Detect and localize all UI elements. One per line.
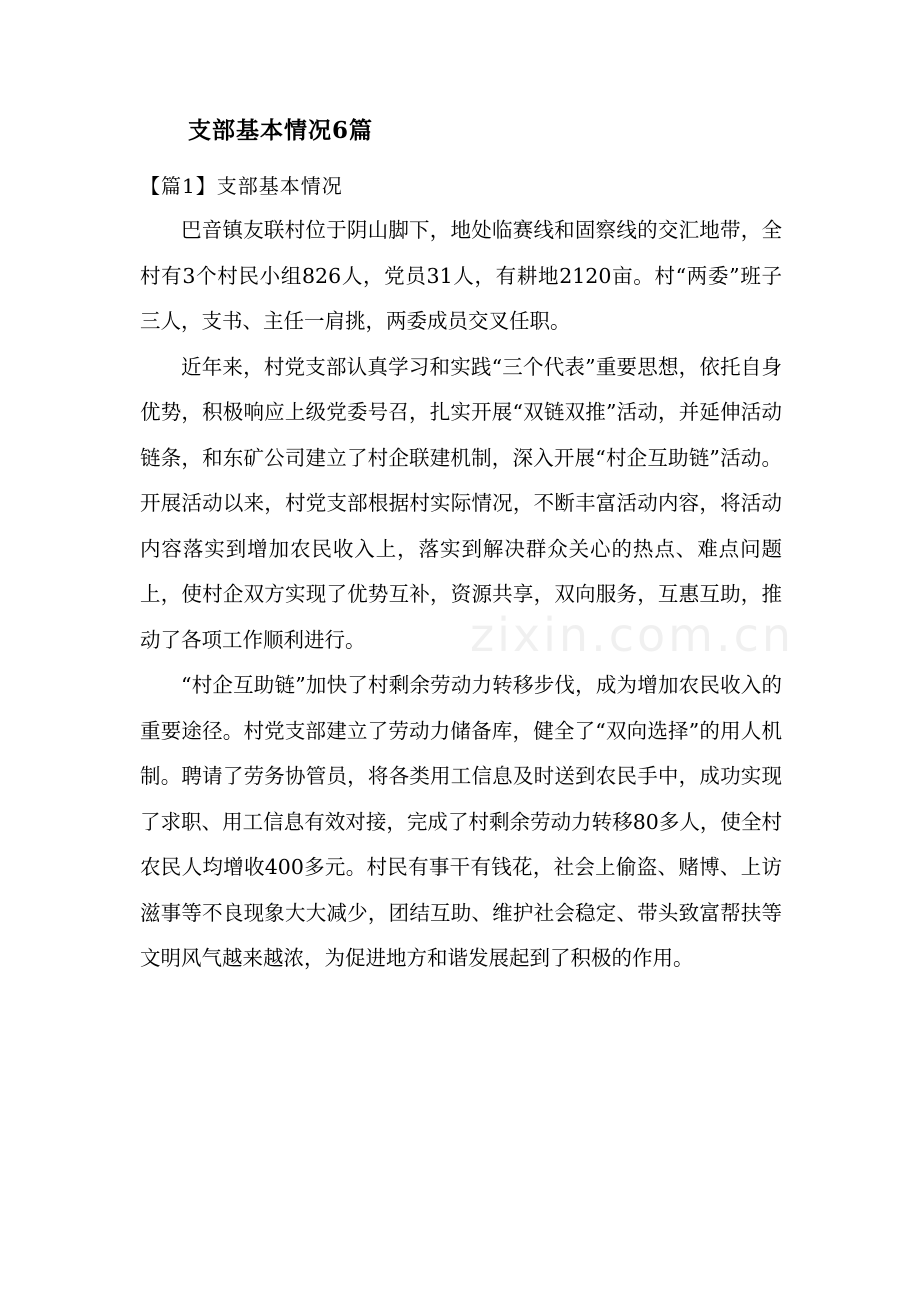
paragraph-3: “村企互助链”加快了村剩余劳动力转移步伐，成为增加农民收入的重要途径。村党支部建立了劳动力储备库，健全了“双向选择”的用人机制。聘请了劳务协管员，将各类用工信息及时送到农民手中，成功实现了求职、用工信息有效对接，完成了村剩余劳动力转移80多人，使全村农民人均增收400多元。村民有事干有钱花，社会上偷盗、赌博、上访滋事等不良现象大大减少，团结互助、维护社会稳定、带头致富帮扶等文明风气越来越浓，为促进地方和谐发展起到了积极的作用。 <box>140 673 782 970</box>
document-body <box>140 208 782 982</box>
paragraph-2: 近年来，村党支部认真学习和实践“三个代表”重要思想，依托自身优势，积极响应上级党委号召，扎实开展“双链双推”活动，并延伸活动链条，和东矿公司建立了村企联建机制，深入开展“村企互助链”活动。开展活动以来，村党支部根据村实际情况，不断丰富活动内容，将活动内容落实到增加农民收入上，落实到解决群众关心的热点、难点问题上，使村企双方实现了优势互补，资源共享，双向服务，互惠互助，推动了各项工作顺利进行。 <box>140 354 782 652</box>
section-heading: 【篇1】支部基本情况 <box>140 174 343 198</box>
watermark: zixin.com.cn <box>470 608 795 662</box>
paragraph-1: 巴音镇友联村位于阴山脚下，地处临赛线和固察线的交汇地带，全村有3个村民小组826人，党员31人，有耕地2120亩。村“两委”班子三人，支书、主任一肩挑，两委成员交叉任职。 <box>140 218 782 333</box>
document-title: 支部基本情况6篇 <box>188 117 374 144</box>
